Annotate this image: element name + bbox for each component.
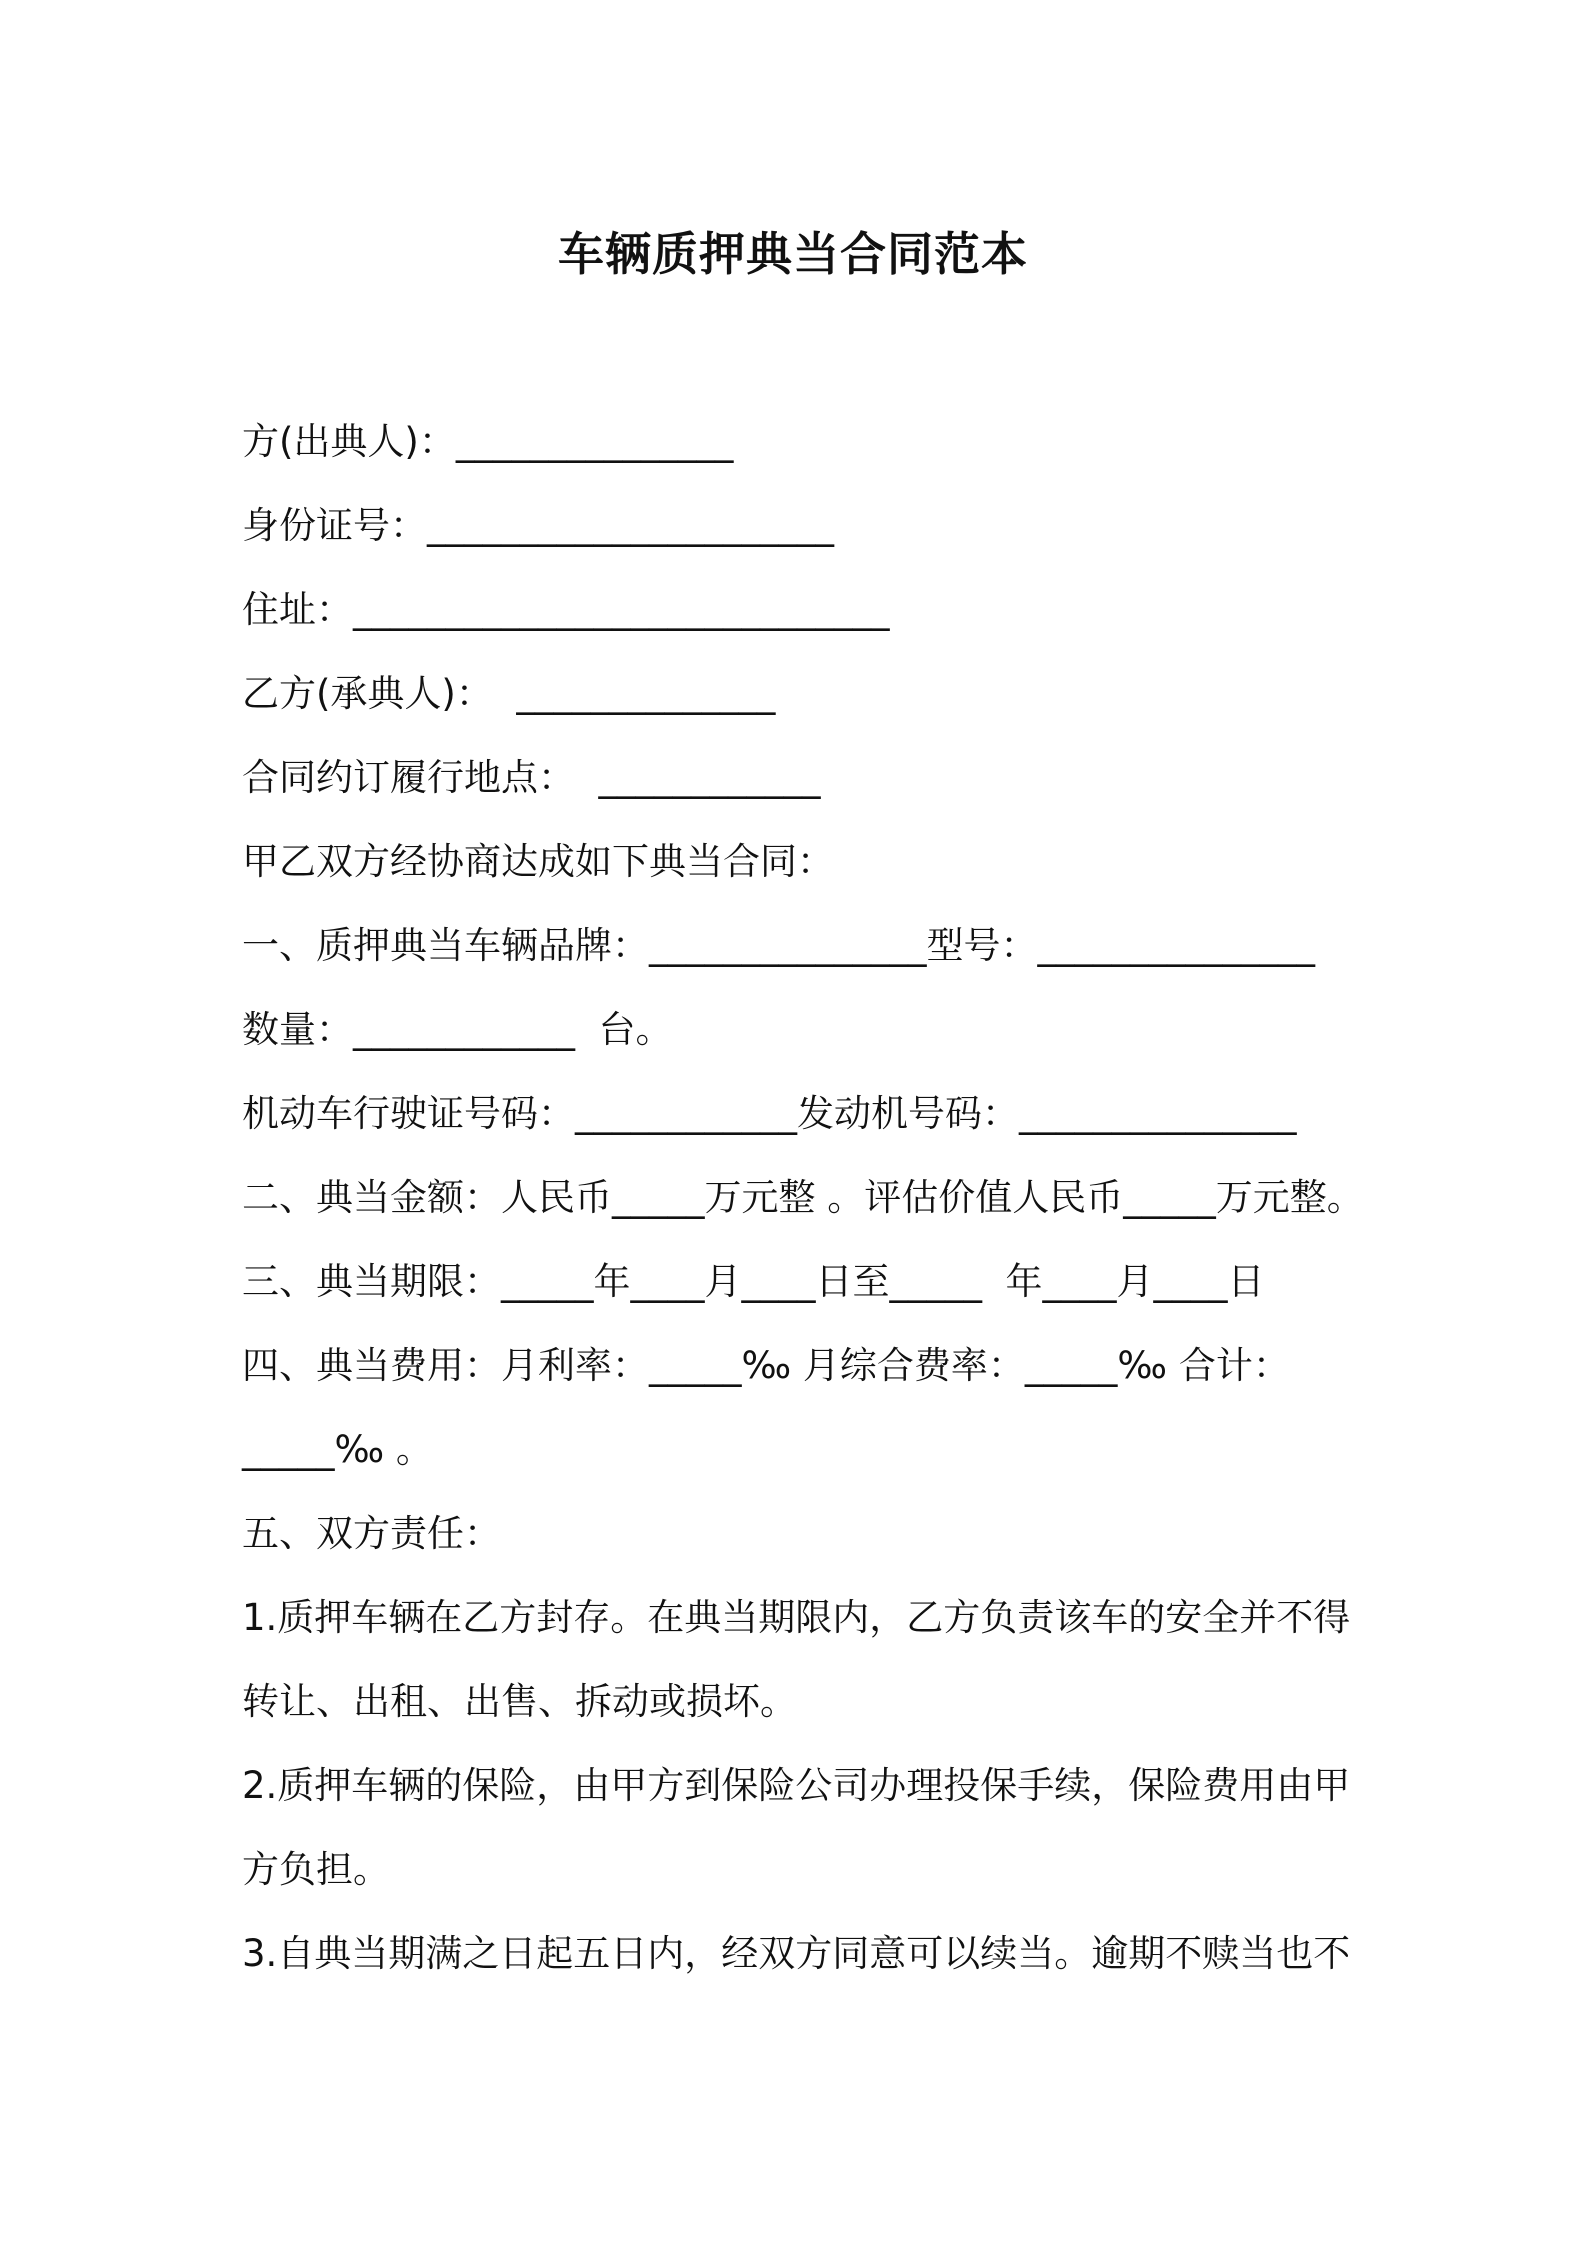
agreement-intro: 甲乙双方经协商达成如下典当合同： (242, 840, 834, 883)
responsibility-3: 3.自典当期满之日起五日内，经双方同意可以续当。逾期不赎当也不 (242, 1932, 1351, 1975)
clause-5-heading: 五、双方责任： (242, 1512, 501, 1555)
clause-4-fees-total: _____‰ 。 (242, 1428, 433, 1471)
clause-2-amount: 二、典当金额：人民币_____万元整 。评估价值人民币_____万元整。 (242, 1176, 1364, 1219)
contract-place-line: 合同约订履行地点： ____________ (242, 756, 821, 799)
address-line: 住址：_____________________________ (242, 588, 890, 631)
clause-1-license-engine: 机动车行驶证号码：____________发动机号码：_______________ (242, 1092, 1297, 1135)
responsibility-2-cont: 方负担。 (242, 1848, 390, 1891)
document-title: 车辆质押典当合同范本 (558, 227, 1028, 281)
clause-1-brand-model: 一、质押典当车辆品牌：_______________型号：_______________ (242, 924, 1315, 967)
clause-3-term: 三、典当期限：_____年____月____日至_____ 年____月____日 (242, 1260, 1265, 1303)
responsibility-2: 2.质押车辆的保险，由甲方到保险公司办理投保手续，保险费用由甲 (242, 1764, 1351, 1807)
clause-4-fees: 四、典当费用：月利率：_____‰ 月综合费率：_____‰ 合计： (242, 1344, 1290, 1387)
responsibility-1: 1.质押车辆在乙方封存。在典当期限内，乙方负责该车的安全并不得 (242, 1596, 1351, 1639)
responsibility-1-cont: 转让、出租、出售、拆动或损坏。 (242, 1680, 797, 1723)
party-a-line: 方(出典人)：_______________ (242, 420, 734, 463)
party-b-line: 乙方(承典人)： ______________ (242, 672, 776, 715)
id-number-line: 身份证号：______________________ (242, 504, 834, 547)
clause-1-quantity: 数量：____________ 台。 (242, 1008, 673, 1051)
document-body (242, 400, 1362, 1996)
